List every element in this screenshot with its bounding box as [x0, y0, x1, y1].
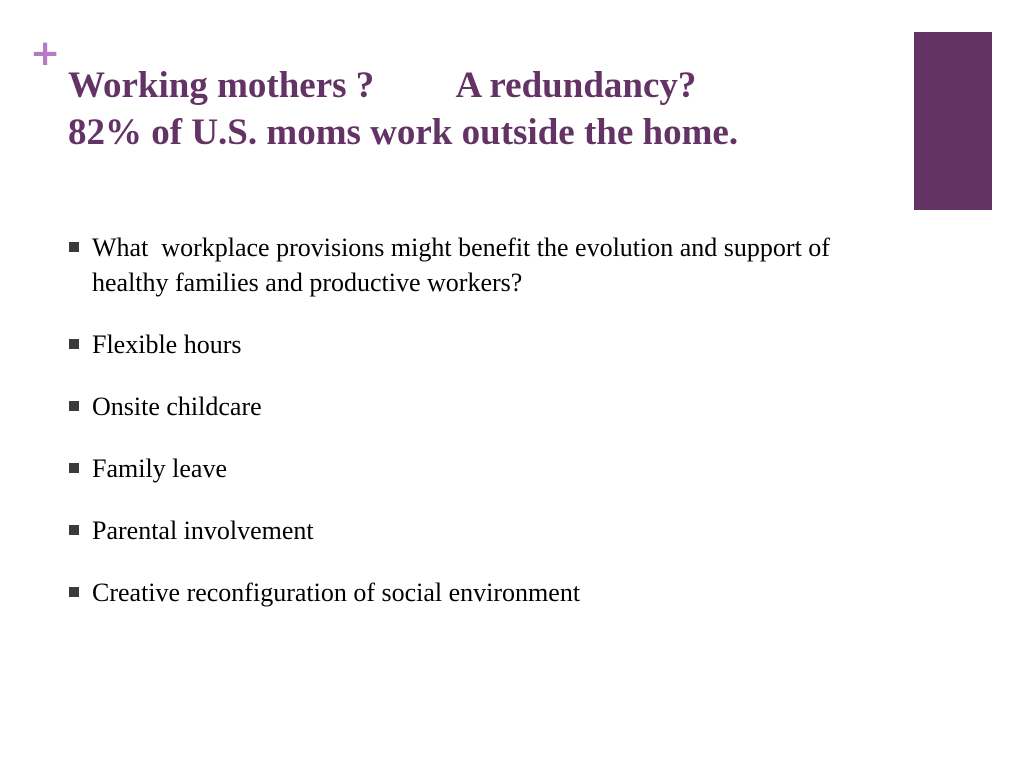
accent-bar	[914, 32, 992, 210]
bullet-item	[68, 230, 888, 300]
square-bullet-icon	[69, 339, 79, 349]
bullet-text: Family leave	[92, 454, 228, 483]
square-bullet-icon	[69, 242, 79, 252]
bullet-item	[68, 451, 888, 486]
bullet-text: Creative reconfiguration of social environment	[92, 578, 581, 607]
bullet-item	[68, 513, 888, 548]
bullet-item	[68, 575, 888, 610]
bullet-text: What workplace provisions might benefit the evolution and support of healthy families and productive workers?	[92, 233, 837, 297]
square-bullet-icon	[69, 463, 79, 473]
square-bullet-icon	[69, 401, 79, 411]
bullet-text: Parental involvement	[92, 516, 314, 545]
bullet-item	[68, 389, 888, 424]
slide-title	[68, 62, 898, 156]
plus-icon: +	[30, 33, 61, 74]
title-line-1: Working mothers ? A redundancy?	[68, 65, 697, 106]
bullet-list	[68, 230, 888, 637]
square-bullet-icon	[69, 525, 79, 535]
title-line-2: 82% of U.S. moms work outside the home.	[68, 112, 739, 153]
bullet-text: Onsite childcare	[92, 392, 262, 421]
square-bullet-icon	[69, 587, 79, 597]
bullet-item	[68, 327, 888, 362]
bullet-text: Flexible hours	[92, 330, 242, 359]
